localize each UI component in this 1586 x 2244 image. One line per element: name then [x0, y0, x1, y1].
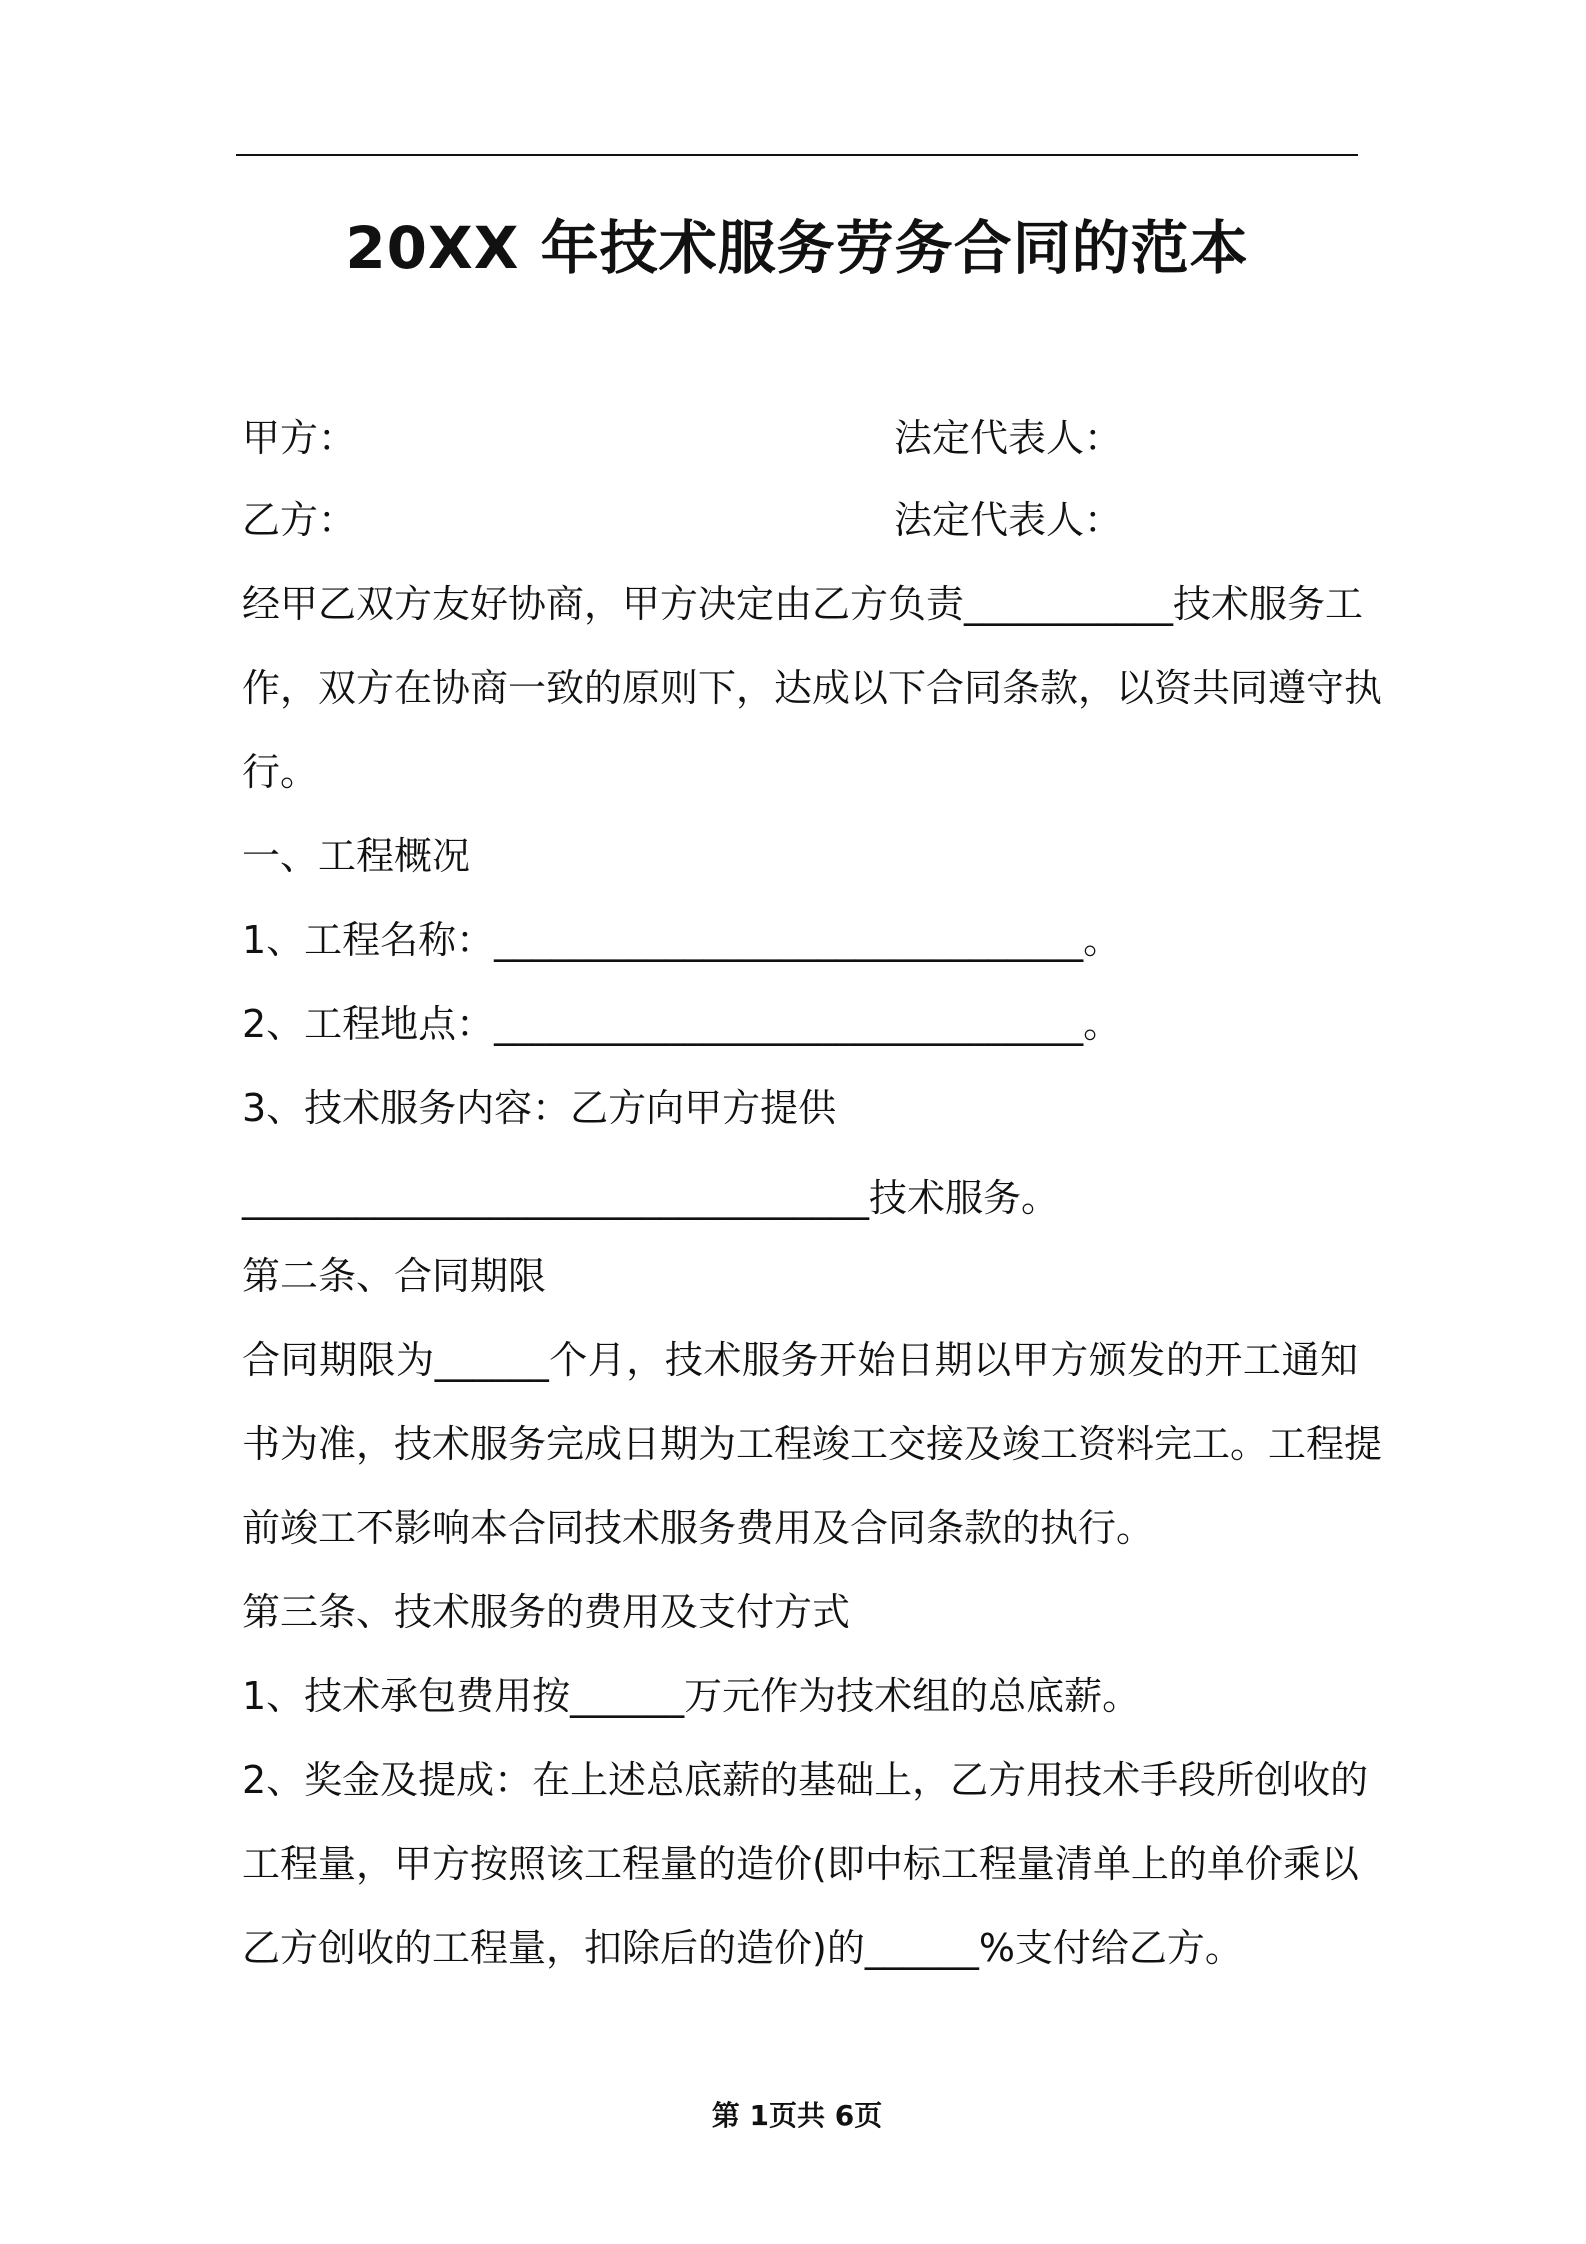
- party-a-label: 甲方：: [242, 416, 357, 460]
- section-1-heading: 一、工程概况: [242, 834, 471, 878]
- preamble-line-2: 作，双方在协商一致的原则下，达成以下合同条款，以资共同遵守执: [242, 666, 1383, 710]
- section-2-line-1: 合同期限为______个月，技术服务开始日期以甲方颁发的开工通知: [242, 1338, 1358, 1382]
- preamble-line-3: 行。: [242, 750, 319, 794]
- section-3-heading: 第三条、技术服务的费用及支付方式: [242, 1590, 851, 1634]
- party-b-label: 乙方：: [242, 498, 357, 542]
- party-b-representative-label: 法定代表人：: [894, 498, 1123, 542]
- section-1-item-service-content: 3、技术服务内容：乙方向甲方提供: [242, 1086, 837, 1130]
- party-a-row: [242, 412, 1123, 464]
- section-2-line-2: 书为准，技术服务完成日期为工程竣工交接及竣工资料完工。工程提: [242, 1422, 1383, 1466]
- party-a-representative-label: 法定代表人：: [894, 416, 1123, 460]
- party-b-row: [242, 494, 1123, 546]
- section-3-line-2: 2、奖金及提成：在上述总底薪的基础上，乙方用技术手段所创收的: [242, 1758, 1369, 1802]
- header-rule: [236, 154, 1358, 156]
- document-title: 20XX 年技术服务劳务合同的范本: [345, 214, 1249, 282]
- preamble-line-1: 经甲乙双方友好协商，甲方决定由乙方负责___________技术服务工: [242, 582, 1364, 626]
- section-2-line-3: 前竣工不影响本合同技术服务费用及合同条款的执行。: [242, 1506, 1155, 1550]
- section-1-item-project-location: 2、工程地点：_______________________________。: [242, 1002, 1122, 1046]
- section-1-item-service-content-cont: _________________________________技术服务。: [242, 1176, 1060, 1220]
- section-3-line-1: 1、技术承包费用按______万元作为技术组的总底薪。: [242, 1674, 1141, 1718]
- section-3-line-4: 乙方创收的工程量，扣除后的造价)的______%支付给乙方。: [242, 1926, 1243, 1970]
- section-2-heading: 第二条、合同期限: [242, 1254, 547, 1298]
- section-3-line-3: 工程量，甲方按照该工程量的造价(即中标工程量清单上的单价乘以: [242, 1842, 1359, 1886]
- page-number-footer: 第 1页共 6页: [711, 2099, 883, 2132]
- section-1-item-project-name: 1、工程名称：_______________________________。: [242, 918, 1122, 962]
